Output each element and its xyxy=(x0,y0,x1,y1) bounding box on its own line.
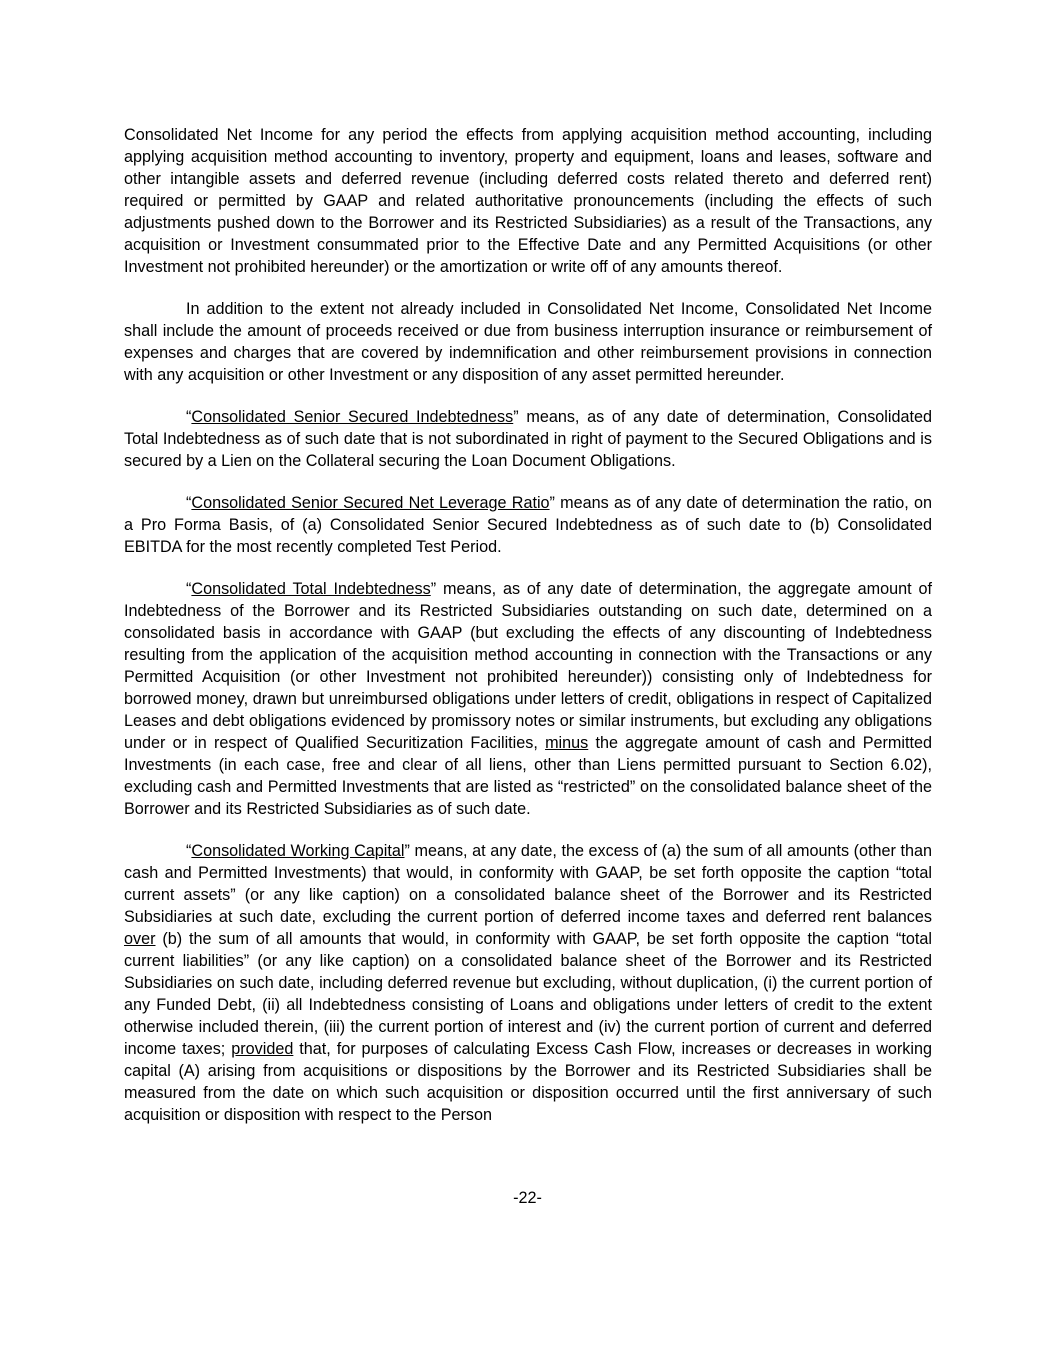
definition-body: means, as of any date of determination, Consolidated Total Indebtedness as of such date that is not subordinated in right of payment to the Secured Obligations and is secured by a Lien on the Collateral securing the Loan Document Obligations. xyxy=(124,408,932,470)
underlined-word-minus: minus xyxy=(545,734,589,752)
page-number: -22- xyxy=(513,1189,542,1207)
definition-body-part-2: the aggregate amount of cash and Permitted Investments (in each case, free and clear of all liens, other than Liens permitted pursuant to Section 6.02), excluding cash and Permitted Investments that are listed as “restricted” on the consolidated balance sheet of the Borrower and its Restricted Subsidiaries as of such date. xyxy=(124,734,932,818)
close-quote: ” xyxy=(549,494,555,512)
defined-term: Consolidated Senior Secured Net Leverage Ratio xyxy=(191,494,550,512)
definition-senior-secured-net-leverage-ratio xyxy=(124,492,932,558)
underlined-word-over: over xyxy=(124,930,156,948)
underlined-word-provided: provided xyxy=(231,1040,294,1058)
close-quote: ” xyxy=(430,580,437,598)
open-quote: “ xyxy=(186,580,192,598)
definition-body-part-2: (b) the sum of all amounts that would, in conformity with GAAP, be set forth opposite the caption “total current liabilities” (or any like caption) on a consolidated balance sheet of the Borrower and its Restricted Subsidiaries on such date, including deferred revenue but excluding, without duplication, (i) the current portion of any Funded Debt, (ii) all Indebtedness consisting of Loans and obligations under letters of credit to the extent otherwise included therein, (iii) the current portion of interest and (iv) the current portion of current and deferred income taxes; xyxy=(124,930,932,1058)
definition-body-part-3: that, for purposes of calculating Excess Cash Flow, increases or decreases in working capital (A) arising from acquisitions or dispositions by the Borrower and its Restricted Subsidiaries shall be measured from the date on which such acquisition or disposition occurred until the first anniversary of such acquisition or disposition with respect to the Person xyxy=(124,1040,932,1124)
document-page xyxy=(124,124,932,1146)
definition-body-part-1: means, as of any date of determination, the aggregate amount of Indebtedness of the Borrower and its Restricted Subsidiaries outstanding on such date, determined on a consolidated basis in accordance with GAAP (but excluding the effects of any discounting of Indebtedness resulting from the application of the acquisition method accounting in connection with the Transactions or any Permitted Acquisition (or other Investment not prohibited hereunder)) consisting only of Indebtedness for borrowed money, drawn but unreimbursed obligations under letters of credit, obligations in respect of Capitalized Leases and debt obligations evidenced by promissory notes or similar instruments, but excluding any obligations under or in respect of Qualified Securitization Facilities, xyxy=(124,580,932,752)
open-quote: “ xyxy=(186,408,192,426)
close-quote: ” xyxy=(513,408,519,426)
paragraph-net-income-addition: In addition to the extent not already included in Consolidated Net Income, Consolidated Net Income shall include the amount of proceeds received or due from business interruption insurance or reimbursement of expenses and charges that are covered by indemnification and other reimbursement provisions in connection with any acquisition or other Investment or any disposition of any asset permitted hereunder. xyxy=(124,300,932,384)
open-quote: “ xyxy=(186,494,192,512)
defined-term: Consolidated Working Capital xyxy=(191,842,405,860)
close-quote: ” xyxy=(404,842,410,860)
definition-total-indebtedness xyxy=(124,578,932,820)
open-quote: “ xyxy=(186,842,192,860)
definition-working-capital xyxy=(124,840,932,1126)
defined-term: Consolidated Total Indebtedness xyxy=(191,580,431,598)
definition-body: means as of any date of determination the ratio, on a Pro Forma Basis, of (a) Consolidated Senior Secured Indebtedness as of such date to (b) Consolidated EBITDA for the most recently completed Test Period. xyxy=(124,494,932,556)
defined-term: Consolidated Senior Secured Indebtedness xyxy=(191,408,514,426)
definition-senior-secured-indebtedness xyxy=(124,406,932,472)
paragraph-continued: Consolidated Net Income for any period the effects from applying acquisition method accounting, including applying acquisition method accounting to inventory, property and equipment, loans and leases, software and other intangible assets and deferred revenue (including deferred costs related thereto and deferred rent) required or permitted by GAAP and related authoritative pronouncements (including the effects of such adjustments pushed down to the Borrower and its Restricted Subsidiaries) as a result of the Transactions, any acquisition or Investment consummated prior to the Effective Date and any Permitted Acquisitions (or other Investment not prohibited hereunder) or the amortization or write off of any amounts thereof. xyxy=(124,126,932,276)
definition-body-part-1: means, at any date, the excess of (a) the sum of all amounts (other than cash and Permitted Investments) that would, in conformity with GAAP, be set forth opposite the caption “total current assets” (or any like caption) on a consolidated balance sheet of the Borrower and its Restricted Subsidiaries at such date, excluding the current portion of deferred income taxes and deferred rent balances xyxy=(124,842,932,926)
